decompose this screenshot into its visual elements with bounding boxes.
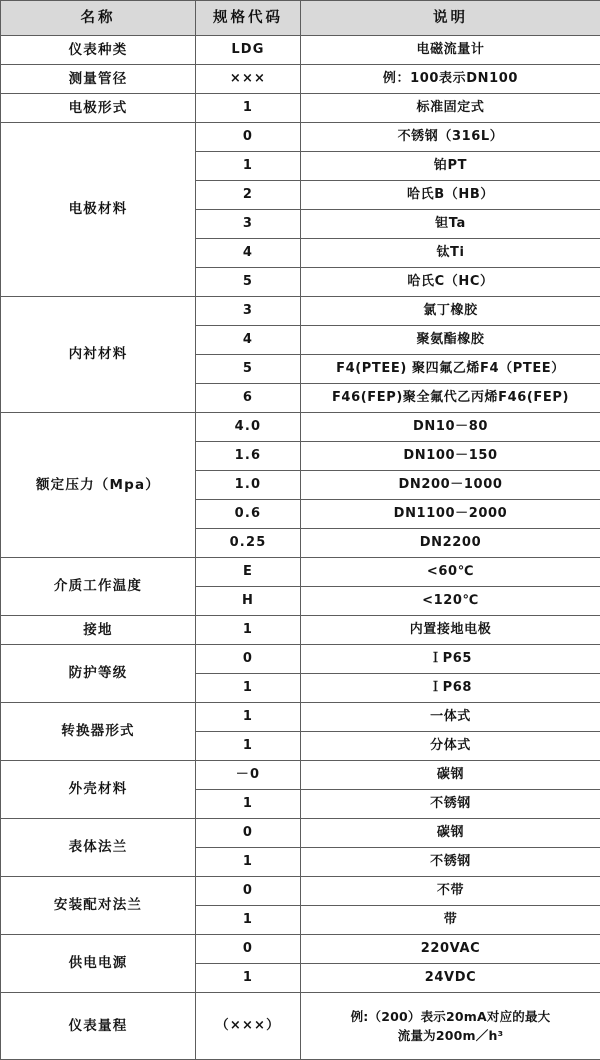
row-name-cell: 内衬材料 xyxy=(1,297,196,413)
table-row xyxy=(1,935,600,964)
row-desc-cell: 24VDC xyxy=(301,964,600,993)
row-name-cell: 电极材料 xyxy=(1,123,196,297)
row-desc-cell: DN2200 xyxy=(301,529,600,558)
header-desc: 说明 xyxy=(301,1,600,36)
row-code-cell: 4 xyxy=(196,326,301,355)
row-name-cell: 供电电源 xyxy=(1,935,196,993)
row-desc-cell: 带 xyxy=(301,906,600,935)
row-code-cell: LDG xyxy=(196,36,301,65)
row-code-cell: 1.6 xyxy=(196,442,301,471)
row-desc-cell: 标准固定式 xyxy=(301,94,600,123)
row-name-cell: 转换器形式 xyxy=(1,703,196,761)
table-row xyxy=(1,616,600,645)
row-name-cell: 介质工作温度 xyxy=(1,558,196,616)
row-code-cell: 1 xyxy=(196,732,301,761)
row-name-cell: 仪表量程 xyxy=(1,993,196,1060)
row-desc-cell: 一体式 xyxy=(301,703,600,732)
table-row xyxy=(1,645,600,674)
table-row xyxy=(1,413,600,442)
row-code-cell: 2 xyxy=(196,181,301,210)
row-desc-cell: 聚氨酯橡胶 xyxy=(301,326,600,355)
row-code-cell: 3 xyxy=(196,210,301,239)
row-code-cell: 0.25 xyxy=(196,529,301,558)
table-row xyxy=(1,36,600,65)
row-name-cell: 测量管径 xyxy=(1,65,196,94)
row-code-cell: H xyxy=(196,587,301,616)
table-body xyxy=(1,36,600,1060)
row-desc-cell: 哈氏B（HB） xyxy=(301,181,600,210)
row-desc-cell: 碳钢 xyxy=(301,761,600,790)
row-desc-cell: 例：100表示DN100 xyxy=(301,65,600,94)
row-code-cell: 0 xyxy=(196,935,301,964)
table-header xyxy=(1,1,600,36)
row-desc-cell: 铂PT xyxy=(301,152,600,181)
row-code-cell: 1.0 xyxy=(196,471,301,500)
row-desc-cell: F46(FEP)聚全氟代乙丙烯F46(FEP) xyxy=(301,384,600,413)
table-row xyxy=(1,877,600,906)
row-desc-cell: 碳钢 xyxy=(301,819,600,848)
row-code-cell: 0 xyxy=(196,819,301,848)
row-desc-cell: DN200－1000 xyxy=(301,471,600,500)
row-code-cell: 1 xyxy=(196,906,301,935)
row-code-cell: 5 xyxy=(196,268,301,297)
row-code-cell: 1 xyxy=(196,152,301,181)
row-desc-cell: 氯丁橡胶 xyxy=(301,297,600,326)
row-code-cell: 1 xyxy=(196,94,301,123)
table-row xyxy=(1,703,600,732)
row-desc-cell: 电磁流量计 xyxy=(301,36,600,65)
header-row xyxy=(1,1,600,36)
row-code-cell: 0 xyxy=(196,877,301,906)
row-code-cell: 1 xyxy=(196,790,301,819)
row-desc-cell: ＩP65 xyxy=(301,645,600,674)
row-code-cell: 0 xyxy=(196,645,301,674)
table-row xyxy=(1,761,600,790)
row-desc-cell: DN100－150 xyxy=(301,442,600,471)
row-desc-cell: DN1100－2000 xyxy=(301,500,600,529)
header-code: 规格代码 xyxy=(196,1,301,36)
row-code-cell: 1 xyxy=(196,703,301,732)
row-name-cell: 仪表种类 xyxy=(1,36,196,65)
row-code-cell: 5 xyxy=(196,355,301,384)
row-code-cell: 6 xyxy=(196,384,301,413)
row-name-cell: 防护等级 xyxy=(1,645,196,703)
row-code-cell: 1 xyxy=(196,674,301,703)
table-row xyxy=(1,123,600,152)
row-code-cell: 4.0 xyxy=(196,413,301,442)
row-name-cell: 外壳材料 xyxy=(1,761,196,819)
row-code-cell: E xyxy=(196,558,301,587)
row-desc-cell: 220VAC xyxy=(301,935,600,964)
row-code-cell: ××× xyxy=(196,65,301,94)
row-name-cell: 表体法兰 xyxy=(1,819,196,877)
table-row xyxy=(1,297,600,326)
row-code-cell: （×××） xyxy=(196,993,301,1060)
row-code-cell: 0.6 xyxy=(196,500,301,529)
row-desc-cell: DN10－80 xyxy=(301,413,600,442)
row-desc-cell: <60℃ xyxy=(301,558,600,587)
table-row xyxy=(1,819,600,848)
row-name-cell: 接地 xyxy=(1,616,196,645)
row-code-cell: 1 xyxy=(196,848,301,877)
row-code-cell: －0 xyxy=(196,761,301,790)
row-desc-cell: 不锈钢（316L） xyxy=(301,123,600,152)
row-desc-cell: 分体式 xyxy=(301,732,600,761)
header-name: 名称 xyxy=(1,1,196,36)
row-desc-cell: 例:（200）表示20mA对应的最大 流量为200m／h³ xyxy=(301,993,600,1060)
table-row xyxy=(1,993,600,1060)
row-code-cell: 1 xyxy=(196,616,301,645)
row-desc-cell: 钛Ti xyxy=(301,239,600,268)
row-desc-cell: 内置接地电极 xyxy=(301,616,600,645)
row-code-cell: 4 xyxy=(196,239,301,268)
row-desc-cell: 钽Ta xyxy=(301,210,600,239)
table-row xyxy=(1,94,600,123)
row-desc-cell: 哈氏C（HC） xyxy=(301,268,600,297)
row-desc-cell: 不锈钢 xyxy=(301,848,600,877)
table-row xyxy=(1,65,600,94)
row-desc-cell: ＩP68 xyxy=(301,674,600,703)
table-row xyxy=(1,558,600,587)
row-name-cell: 电极形式 xyxy=(1,94,196,123)
row-desc-cell: 不带 xyxy=(301,877,600,906)
row-desc-cell: F4(PTEE) 聚四氟乙烯F4（PTEE） xyxy=(301,355,600,384)
row-code-cell: 1 xyxy=(196,964,301,993)
row-code-cell: 3 xyxy=(196,297,301,326)
row-name-cell: 安装配对法兰 xyxy=(1,877,196,935)
row-name-cell: 额定压力（Mpa） xyxy=(1,413,196,558)
row-desc-cell: 不锈钢 xyxy=(301,790,600,819)
row-desc-cell: <120℃ xyxy=(301,587,600,616)
row-code-cell: 0 xyxy=(196,123,301,152)
